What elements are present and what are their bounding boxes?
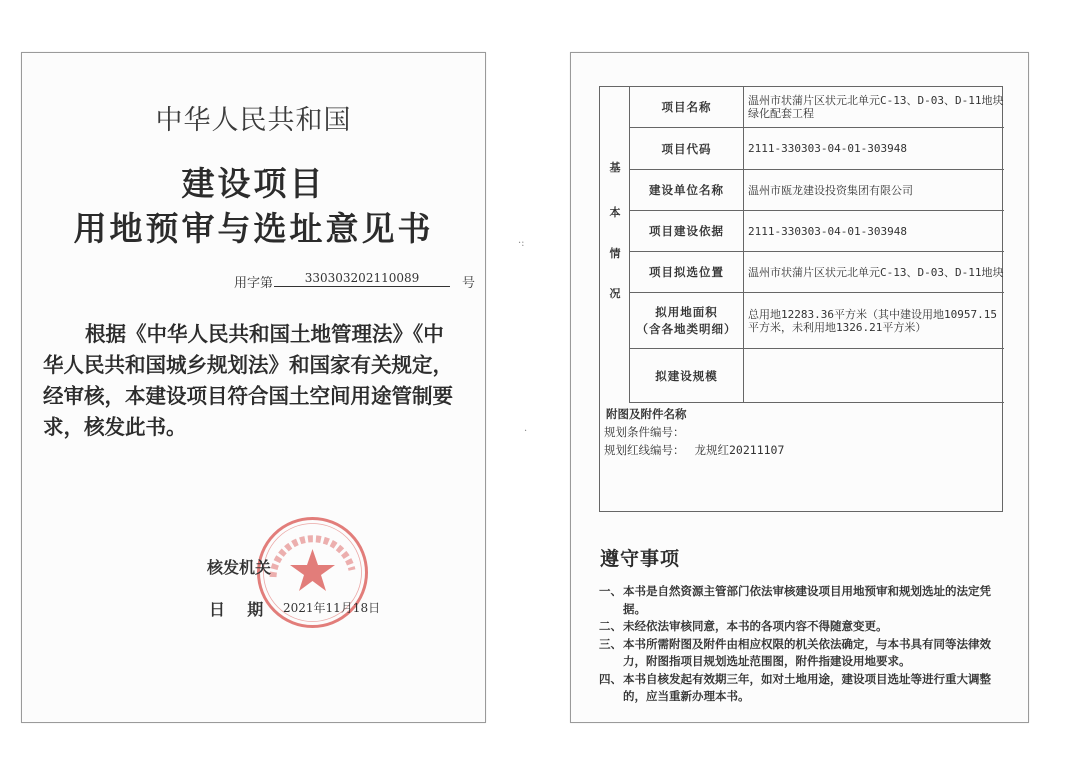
row-value: 2111-330303-04-01-303948 <box>748 142 907 155</box>
side-label-char: 本 <box>609 206 621 219</box>
certificate-title-line2: 用地预审与选址意见书 <box>73 209 434 248</box>
table-row-builder <box>630 170 1004 211</box>
table-row-area <box>630 293 1004 349</box>
observe-item-text: 本书所需附图及附件由相应权限的机关依法确定，与本书具有同等法律效力，附图指项目规划选址范围图，附件指建设用地要求。 <box>623 636 991 668</box>
doc-number-suffix: 号 <box>462 276 476 291</box>
row-label: 项目代码 <box>630 128 744 169</box>
observe-item <box>599 636 1009 671</box>
observe-item-text: 未经依法审核同意，本书的各项内容不得随意变更。 <box>623 619 888 633</box>
row-label: 项目建设依据 <box>630 211 744 251</box>
issuing-authority-label: 核发机关 <box>207 558 272 577</box>
attachment-label: 规划条件编号： <box>604 425 685 439</box>
attachment-value: 龙规红20211107 <box>694 443 785 457</box>
observe-item <box>599 618 1009 636</box>
observe-item-number: 一、 <box>599 584 622 598</box>
table-row-location <box>630 252 1004 293</box>
row-label <box>630 293 744 348</box>
left-certificate-page <box>21 52 486 723</box>
side-label-char: 基 <box>609 161 621 174</box>
row-value <box>748 349 1004 402</box>
seal-star-icon <box>290 549 335 591</box>
row-value: 温州市瓯龙建设投资集团有限公司 <box>748 183 913 197</box>
right-certificate-page <box>570 52 1029 723</box>
row-label-main: 拟用地面积 <box>655 304 718 319</box>
observe-item <box>599 671 1009 706</box>
certificate-body-text <box>43 319 461 443</box>
body-line: 求，核发此书。 <box>43 415 187 439</box>
side-label-char: 情 <box>609 247 621 260</box>
country-name: 中华人民共和国 <box>155 105 352 136</box>
table-row-scale <box>630 349 1004 403</box>
attachment-line <box>604 423 784 441</box>
row-value: 总用地12283.36平方米（其中建设用地10957.15平方米，未利用地1326.21平方米） <box>748 307 997 334</box>
scan-mark: ·: <box>518 238 525 249</box>
basic-info-table <box>599 86 1003 512</box>
doc-number: 330303202110089 <box>274 271 450 287</box>
row-label: 项目名称 <box>630 87 744 127</box>
observe-item-number: 四、 <box>599 671 622 686</box>
basic-info-side-label <box>600 87 630 403</box>
attachment-line <box>604 441 784 459</box>
doc-number-prefix: 用字第 <box>234 276 274 291</box>
row-value: 2111-330303-04-01-303948 <box>748 224 907 238</box>
observe-item-number: 三、 <box>599 636 622 651</box>
body-line: 根据《中华人民共和国土地管理法》《中 <box>85 322 444 346</box>
observe-item-text: 本书是自然资源主管部门依法审核建设项目用地预审和规划选址的法定凭据。 <box>623 584 991 616</box>
attachment-label: 规划红线编号： <box>604 443 685 457</box>
attachments-section <box>602 405 784 459</box>
attachments-title: 附图及附件名称 <box>606 407 687 421</box>
date-label: 日 期 <box>209 600 264 619</box>
row-label-sub: （含各地类明细） <box>636 321 737 336</box>
observe-item-number: 二、 <box>599 619 622 633</box>
certificate-title-line1: 建设项目 <box>181 164 326 203</box>
side-label-char: 况 <box>609 287 621 300</box>
observe-item-text: 本书自核发起有效期三年，如对土地用途，建设项目选址等进行重大调整的，应当重新办理本书。 <box>623 671 991 703</box>
body-line: 经审核，本建设项目符合国土空间用途管制要 <box>43 384 453 408</box>
observe-list <box>599 583 1009 706</box>
row-label: 建设单位名称 <box>630 170 744 210</box>
row-label: 拟建设规模 <box>630 349 744 402</box>
observe-title: 遵守事项 <box>600 548 681 570</box>
row-value: 温州市状蒲片区状元北单元C-13、D-03、D-11地块绿化配套工程 <box>748 94 1004 120</box>
body-line: 华人民共和国城乡规划法》和国家有关规定， <box>43 353 453 377</box>
scan-mark: · <box>524 426 528 437</box>
issue-date: 2021年11月18日 <box>283 601 381 615</box>
table-row-basis <box>630 211 1004 252</box>
table-row-project-name <box>630 87 1004 128</box>
observe-item <box>599 583 1009 618</box>
table-row-project-code <box>630 128 1004 170</box>
row-value: 温州市状蒲片区状元北单元C-13、D-03、D-11地块 <box>748 265 1004 279</box>
row-label: 项目拟选位置 <box>630 252 744 292</box>
